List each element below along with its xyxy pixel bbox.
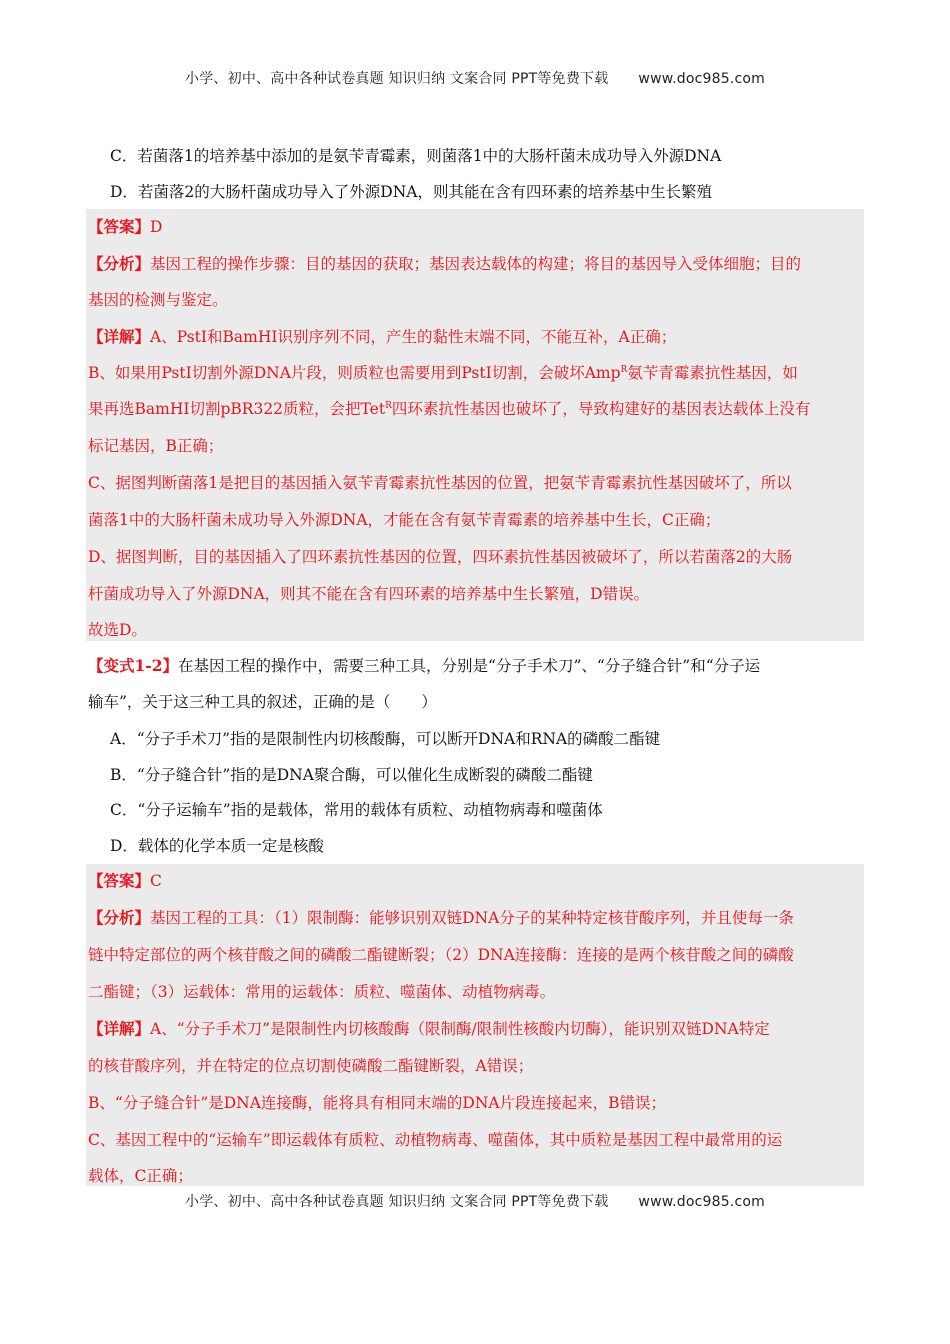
q1-option-d: D．若菌落2的大肠杆菌成功导入了外源DNA，则其能在含有四环素的培养基中生长繁殖 (110, 183, 712, 201)
detail-b2-text: 果再选BamHI切割pBR322质粒，会把Tet (88, 400, 386, 418)
q1-detail-d1: D、据图判断，目的基因插入了四环素抗性基因的位置，四环素抗性基因被破坏了，所以若菌落2的大肠 (88, 548, 793, 566)
q1-detail-c1: C、据图判断菌落1是把目的基因插入氨苄青霉素抗性基因的位置，把氨苄青霉素抗性基因破坏了，所以 (88, 474, 792, 492)
q2-analysis (88, 907, 864, 929)
analysis-text: 基因工程的工具：（1）限制酶：能够识别双链DNA分子的某种特定核苷酸序列，并且使每一条 (150, 909, 794, 927)
footer-site: www.doc985.com (638, 1194, 765, 1210)
q2-detail-b: B、“分子缝合针”是DNA连接酶，能将具有相同末端的DNA片段连接起来，B错误； (88, 1094, 666, 1112)
analysis-tag: 【分析】 (88, 254, 151, 273)
page-header (0, 68, 950, 88)
detail-b2-text-cont: 四环素抗性基因也破坏了，导致构建好的基因表达载体上没有 (391, 400, 811, 418)
detail-text: A、PstI和BamHI识别序列不同，产生的黏性末端不同，不能互补，A正确； (150, 328, 677, 346)
answer-tag: 【答案】 (88, 871, 151, 890)
q1-detail-b2 (88, 398, 864, 420)
answer-value: D (150, 218, 163, 236)
q1-detail-d2: 杆菌成功导入了外源DNA，则其不能在含有四环素的培养基中生长繁殖，D错误。 (88, 585, 650, 603)
q1-analysis (88, 253, 864, 275)
detail-b1-text-cont: 氨苄青霉素抗性基因，如 (627, 364, 798, 382)
q2-detail-a (88, 1018, 864, 1040)
superscript-r: R (620, 365, 628, 375)
q2-detail-c1: C、基因工程中的“运输车”即运载体有质粒、动植物病毒、噬菌体，其中质粒是基因工程中最常用的运 (88, 1131, 783, 1149)
q2-option-d: D．载体的化学本质一定是核酸 (110, 837, 324, 855)
answer-tag: 【答案】 (88, 217, 151, 236)
q1-detail-c2: 菌落1中的大肠杆菌未成功导入外源DNA，才能在含有氨苄青霉素的培养基中生长，C正确； (88, 511, 721, 529)
q2-stem-text: 在基因工程的操作中，需要三种工具，分别是“分子手术刀”、“分子缝合针”和“分子运 (178, 657, 761, 675)
page-footer (0, 1191, 950, 1211)
q2-analysis-cont1: 链中特定部位的两个核苷酸之间的磷酸二酯键断裂；（2）DNA连接酶：连接的是两个核苷酸之间的磷酸 (88, 946, 794, 964)
q1-option-c: C．若菌落1的培养基中添加的是氨苄青霉素，则菌落1中的大肠杆菌未成功导入外源DNA (110, 147, 722, 165)
q1-detail-b1 (88, 362, 864, 384)
q2-option-b: B．“分子缝合针”指的是DNA聚合酶，可以催化生成断裂的磷酸二酯键 (110, 766, 593, 784)
q1-conclusion: 故选D。 (88, 621, 147, 639)
q2-stem-cont: 输车”，关于这三种工具的叙述，正确的是（ ） (88, 693, 437, 711)
header-site: www.doc985.com (638, 71, 765, 87)
detail-text: A、“分子手术刀”是限制性内切核酸酶（限制酶/限制性核酸内切酶），能识别双链DNA特定 (150, 1020, 770, 1038)
header-text: 小学、初中、高中各种试卷真题 知识归纳 文案合同 PPT等免费下载 (185, 71, 609, 87)
q2-option-c: C．“分子运输车”指的是载体，常用的载体有质粒、动植物病毒和噬菌体 (110, 801, 603, 819)
q2-answer (88, 870, 864, 892)
superscript-r: R (385, 401, 392, 411)
detail-tag: 【详解】 (88, 1019, 151, 1038)
q2-detail-c2: 载体，C正确； (88, 1167, 193, 1185)
q2-stem (88, 655, 864, 677)
footer-text: 小学、初中、高中各种试卷真题 知识归纳 文案合同 PPT等免费下载 (185, 1194, 609, 1210)
q2-detail-a2: 的核苷酸序列，并在特定的位点切割使磷酸二酯键断裂，A错误； (88, 1057, 534, 1075)
q1-detail-a (88, 326, 864, 348)
analysis-text: 基因工程的操作步骤：目的基因的获取；基因表达载体的构建；将目的基因导入受体细胞；目的 (150, 255, 802, 273)
q2-analysis-cont2: 二酯键；（3）运载体：常用的运载体：质粒、噬菌体、动植物病毒。 (88, 983, 556, 1001)
q2-option-a: A．“分子手术刀”指的是限制性内切核酸酶，可以断开DNA和RNA的磷酸二酯键 (110, 730, 661, 748)
q2-tag: 【变式1-2】 (88, 656, 179, 675)
q1-analysis-cont: 基因的检测与鉴定。 (88, 291, 228, 309)
answer-value: C (150, 872, 162, 890)
detail-tag: 【详解】 (88, 327, 151, 346)
analysis-tag: 【分析】 (88, 908, 151, 927)
q1-detail-b3: 标记基因，B正确； (88, 437, 224, 455)
detail-b1-text: B、如果用PstI切割外源DNA片段，则质粒也需要用到PstI切割，会破坏Amp (88, 364, 621, 382)
q1-answer (88, 216, 864, 238)
